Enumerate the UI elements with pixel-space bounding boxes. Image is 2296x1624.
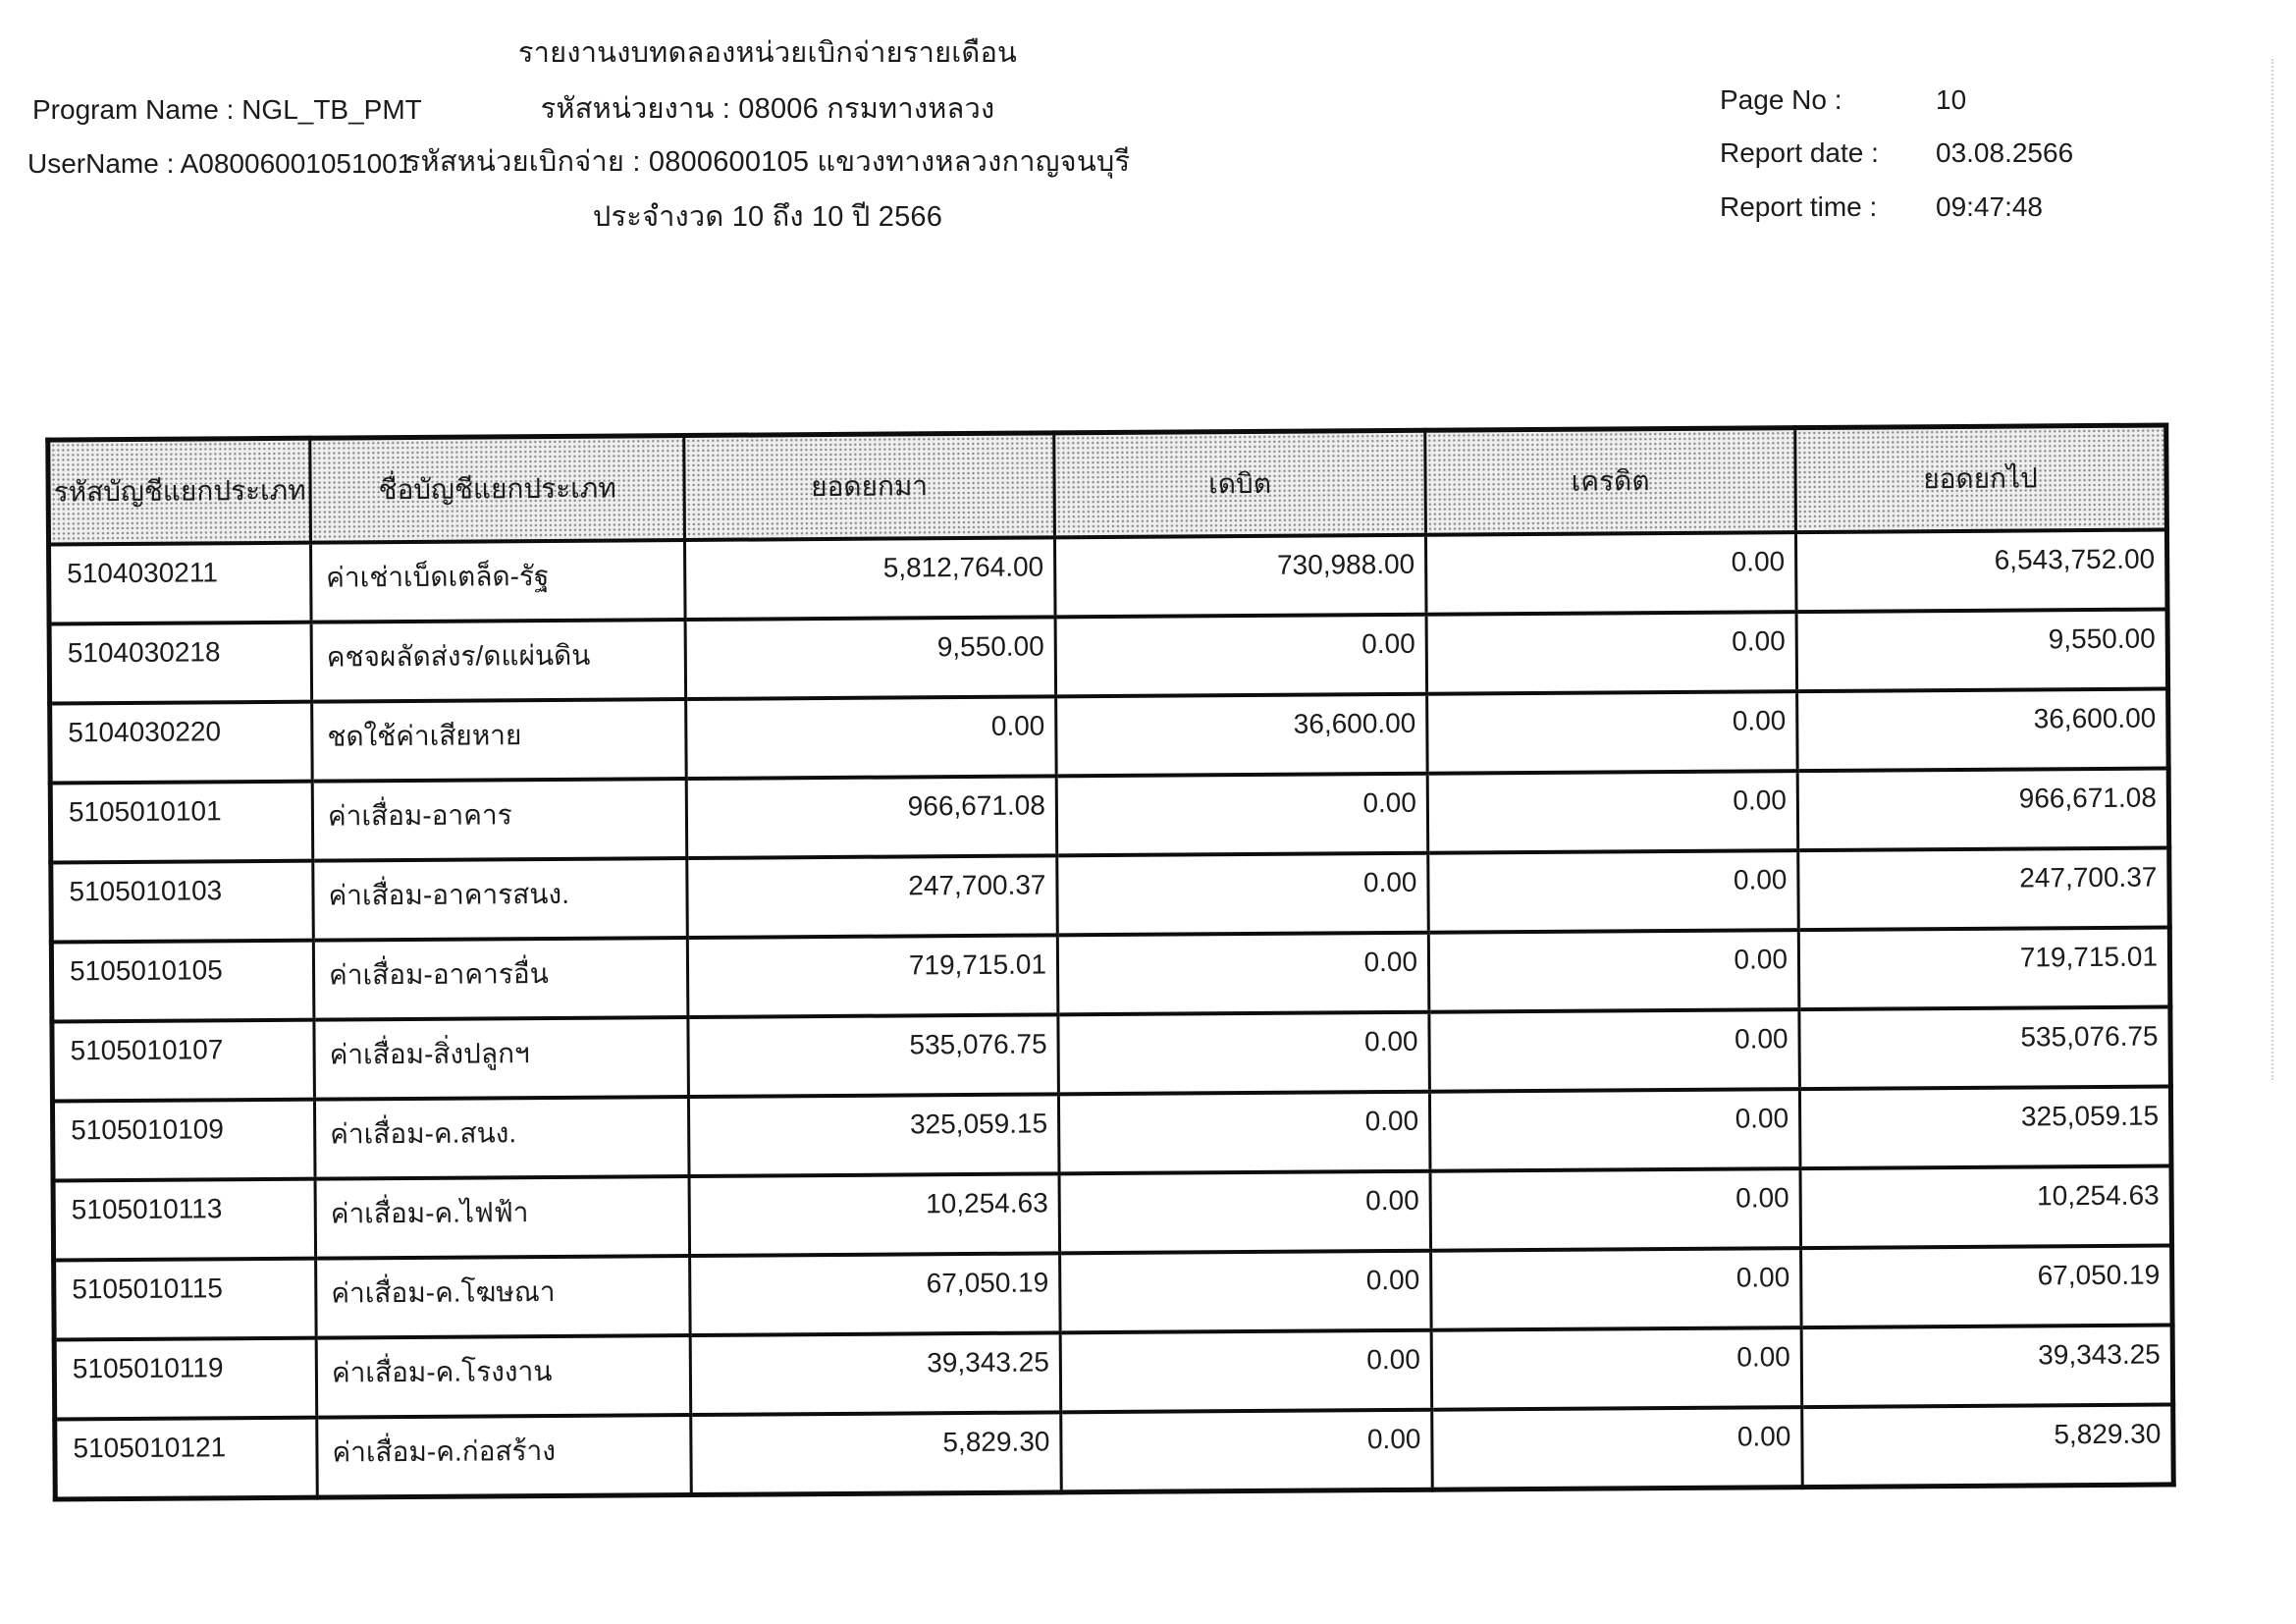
disbursement-code-line: รหัสหน่วยเบิกจ่าย : 0800600105 แขวงทางหลวงกาญจนบุรี [404, 146, 1131, 178]
scan-artifact-line [2271, 59, 2273, 1080]
credit-cell: 0.00 [1428, 850, 1799, 933]
credit-cell: 0.00 [1429, 1089, 1800, 1171]
account-name-cell: ค่าเสื่อม-อาคาร [312, 779, 687, 861]
page-title: รายงานงบทดลองหน่วยเบิกจ่ายรายเดือน [517, 37, 1018, 69]
opening-balance-cell: 67,050.19 [690, 1253, 1061, 1335]
username-label: UserName : [27, 148, 175, 179]
debit-cell: 0.00 [1060, 1330, 1432, 1413]
column-header: ชื่อบัญชีแยกประเภท [310, 436, 685, 543]
closing-balance-cell: 36,600.00 [1797, 688, 2169, 771]
table-row [50, 768, 2169, 862]
column-header: ยอดยกมา [684, 433, 1055, 540]
opening-balance-cell: 966,671.08 [686, 776, 1057, 858]
opening-balance-cell: 0.00 [686, 696, 1057, 779]
program-name-value: NGL_TB_PMT [241, 94, 422, 125]
table-row [54, 1325, 2173, 1419]
account-name-cell: ค่าเสื่อม-ค.ก่อสร้าง [317, 1415, 692, 1497]
account-name-cell: ค่าเสื่อม-ค.โฆษณา [316, 1256, 691, 1338]
closing-balance-cell: 966,671.08 [1797, 768, 2169, 850]
page-no-label: Page No : [1720, 84, 1842, 115]
debit-cell: 0.00 [1057, 853, 1429, 936]
closing-balance-cell: 535,076.75 [1799, 1006, 2171, 1089]
table-row [49, 529, 2168, 623]
opening-balance-cell: 5,812,764.00 [684, 537, 1055, 620]
debit-cell: 0.00 [1058, 1092, 1430, 1174]
debit-cell: 0.00 [1058, 1012, 1430, 1095]
closing-balance-cell: 67,050.19 [1801, 1245, 2173, 1327]
opening-balance-cell: 719,715.01 [687, 935, 1058, 1017]
closing-balance-cell: 9,550.00 [1796, 609, 2168, 691]
opening-balance-cell: 5,829.30 [691, 1412, 1062, 1494]
account-name-cell: ชดใช้ค่าเสียหาย [312, 699, 687, 782]
debit-cell: 0.00 [1057, 933, 1429, 1015]
closing-balance-cell: 6,543,752.00 [1795, 529, 2167, 612]
table-row [49, 609, 2168, 703]
closing-balance-cell: 39,343.25 [1801, 1325, 2173, 1407]
opening-balance-cell: 9,550.00 [685, 617, 1056, 699]
debit-cell: 0.00 [1060, 1251, 1432, 1333]
column-header: รหัสบัญชีแยกประเภท [48, 438, 311, 544]
account-name-cell: ค่าเสื่อม-ค.ไฟฟ้า [315, 1176, 690, 1259]
period-line: ประจำงวด 10 ถึง 10 ปี 2566 [592, 201, 943, 233]
credit-cell: 0.00 [1428, 930, 1799, 1012]
opening-balance-cell: 10,254.63 [689, 1173, 1060, 1256]
table-row [54, 1245, 2173, 1339]
closing-balance-cell: 247,700.37 [1798, 847, 2170, 930]
username-line [27, 148, 412, 180]
account-code-cell: 5104030211 [49, 543, 312, 624]
account-name-cell: ค่าเช่าเบ็ดเตล็ด-รัฐ [310, 540, 685, 623]
page-no-value: 10 [1936, 84, 1967, 115]
account-code-cell: 5105010119 [54, 1338, 317, 1420]
credit-cell: 0.00 [1427, 691, 1798, 774]
credit-cell: 0.00 [1426, 612, 1797, 694]
credit-cell: 0.00 [1429, 1009, 1800, 1092]
opening-balance-cell: 535,076.75 [688, 1014, 1059, 1097]
report-time-value: 09:47:48 [1936, 191, 2043, 222]
account-code-cell: 5105010105 [51, 941, 314, 1022]
account-code-cell: 5104030218 [49, 623, 312, 704]
account-code-cell: 5104030220 [50, 702, 313, 784]
account-code-cell: 5105010113 [53, 1179, 316, 1261]
debit-cell: 730,988.00 [1054, 535, 1426, 618]
debit-cell: 0.00 [1056, 774, 1428, 856]
account-name-cell: ค่าเสื่อม-อาคารสนง. [313, 858, 688, 941]
account-name-cell: ค่าเสื่อม-ค.สนง. [314, 1097, 689, 1179]
table-row [53, 1165, 2172, 1260]
program-name-line [32, 94, 422, 126]
table-header-row [48, 425, 2167, 545]
column-header: เดบิต [1054, 430, 1426, 537]
account-code-cell: 5105010121 [55, 1418, 318, 1499]
account-code-cell: 5105010107 [52, 1020, 315, 1102]
table-row [52, 1086, 2171, 1180]
credit-cell: 0.00 [1432, 1407, 1803, 1489]
opening-balance-cell: 247,700.37 [687, 855, 1058, 938]
closing-balance-cell: 10,254.63 [1800, 1165, 2172, 1248]
debit-cell: 0.00 [1059, 1171, 1431, 1254]
closing-balance-cell: 719,715.01 [1798, 927, 2170, 1009]
table-row [51, 847, 2170, 942]
account-code-cell: 5105010115 [54, 1259, 317, 1340]
credit-cell: 0.00 [1425, 532, 1796, 615]
table-row [51, 927, 2170, 1021]
account-code-cell: 5105010109 [52, 1100, 315, 1181]
debit-cell: 0.00 [1055, 615, 1427, 697]
report-date-value: 03.08.2566 [1936, 137, 2074, 168]
account-code-cell: 5105010103 [51, 861, 314, 943]
credit-cell: 0.00 [1427, 771, 1798, 853]
account-name-cell: ค่าเสื่อม-อาคารอื่น [313, 938, 688, 1020]
credit-cell: 0.00 [1430, 1168, 1801, 1251]
trial-balance-table [45, 422, 2176, 1501]
debit-cell: 0.00 [1061, 1410, 1433, 1492]
credit-cell: 0.00 [1431, 1327, 1802, 1410]
closing-balance-cell: 5,829.30 [1802, 1404, 2174, 1487]
closing-balance-cell: 325,059.15 [1799, 1086, 2171, 1168]
account-name-cell: ค่าเสื่อม-ค.โรงงาน [316, 1335, 691, 1418]
account-code-cell: 5105010101 [50, 782, 313, 863]
debit-cell: 36,600.00 [1056, 694, 1428, 777]
report-date-label: Report date : [1720, 137, 1879, 168]
table-row [50, 688, 2169, 783]
column-header: เครดิต [1425, 428, 1796, 535]
opening-balance-cell: 39,343.25 [690, 1332, 1061, 1415]
column-header: ยอดยกไป [1795, 425, 2167, 532]
table-row [55, 1404, 2174, 1499]
credit-cell: 0.00 [1431, 1248, 1802, 1330]
program-name-label: Program Name : [32, 94, 235, 125]
account-name-cell: ค่าเสื่อม-สิ่งปลูกฯ [314, 1017, 689, 1100]
report-time-label: Report time : [1720, 191, 1878, 222]
username-value: A08006001051001 [180, 148, 413, 179]
agency-code-line: รหัสหน่วยงาน : 08006 กรมทางหลวง [540, 93, 995, 125]
opening-balance-cell: 325,059.15 [688, 1094, 1059, 1176]
account-name-cell: คชจผลัดส่งร/ดแผ่นดิน [311, 620, 686, 702]
table-row [52, 1006, 2171, 1101]
